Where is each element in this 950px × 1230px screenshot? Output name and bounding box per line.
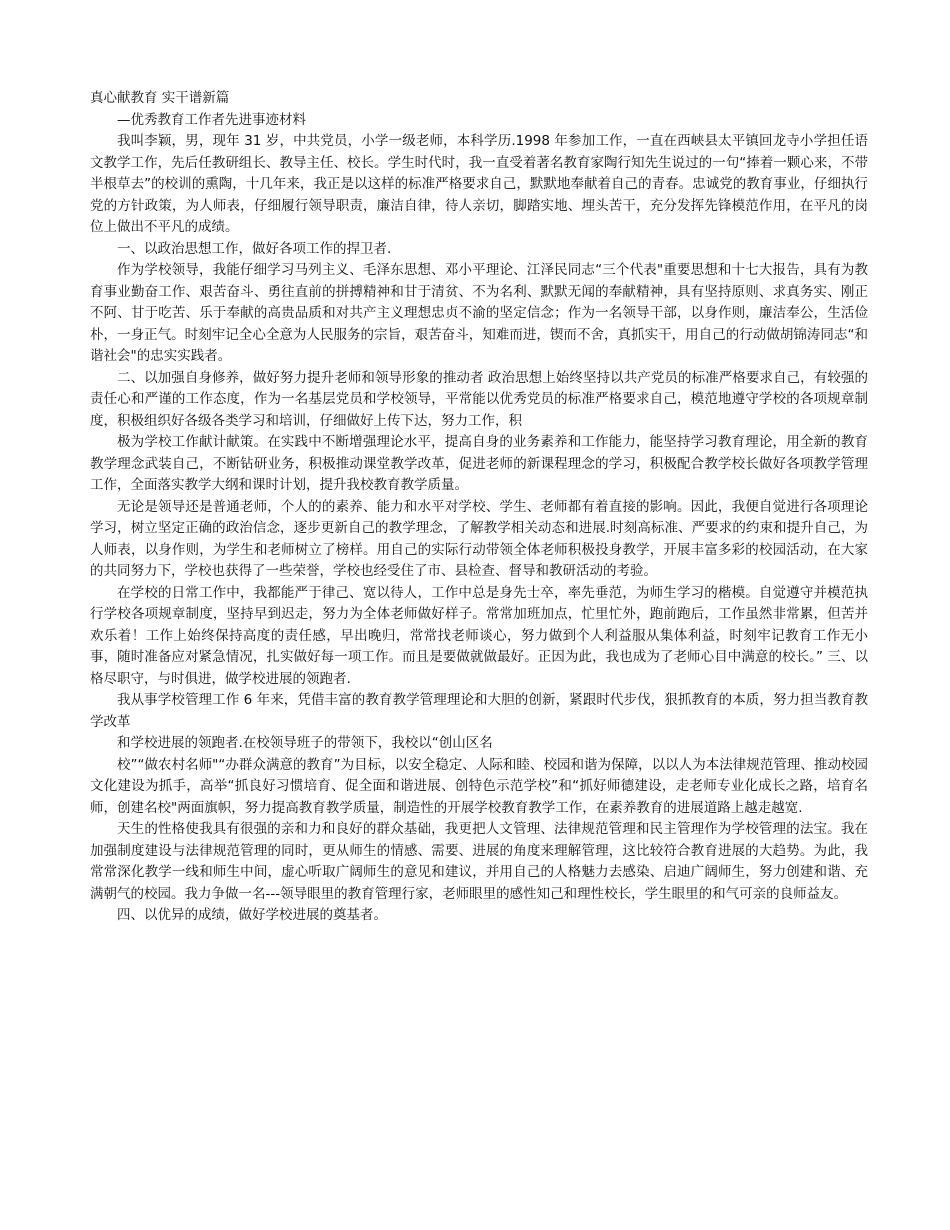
- paragraph-management-style: 天生的性格使我具有很强的亲和力和良好的群众基础，我更把人文管理、法律规范管理和民主管理作为学校管理的法宝。我在加强制度建设与法律规范管理的同时，更从师生的情感、需要、进展的角度来理解管理，这比较符合教育进展的大趋势。为此，我常常深化教学一线和师生中间，虚心听取广阔师生的意见和建议，并用自己的人格魅力去感染、启迪广阔师生，努力创建和谐、充满朝气的校园。我力争做一名---领导眼里的教育管理行家，老师眼里的感性知己和理性校长，学生眼里的和气可亲的良师益友。: [90, 821, 868, 902]
- document-title: 真心献教育 实干谱新篇: [90, 90, 230, 106]
- section-heading-2: 二、以加强自身修养，做好努力提升老师和领导形象的推动者 政治思想上始终坚持以共产党员的标准严格要求自己，有较强的责任心和严谨的工作态度，作为一名基层党员和学校领导，平常能以优秀党员的标准严格要求自己，模范地遵守学校的各项规章制度，积极组织好各级各类学习和培训，仔细做好上传下达，努力工作，积: [90, 369, 868, 429]
- paragraph-leadership-influence: 无论是领导还是普通老师，个人的的素养、能力和水平对学校、学生、老师都有着直接的影响。因此，我便自觉进行各项理论学习，树立坚定正确的政治信念，逐步更新自己的教学理念，了解教学相关动态和进展.时刻高标准、严要求的约束和提升自己，为人师表，以身作则，为学生和老师树立了榜样。用自己的实际行动带领全体老师积极投身教学，开展丰富多彩的校园活动，在大家的共同努力下，学校也获得了一些荣誉，学校也经受住了市、县检查、督导和教研活动的考验。: [90, 498, 868, 579]
- paragraph-self-improvement: 极为学校工作献计献策。在实践中不断增强理论水平，提高自身的业务素养和工作能力，能坚持学习教育理论，用全新的教育教学理念武装自己，不断钻研业务，积极推动课堂教学改革，促进老师的新课程理念的学习，积极配合教学校长做好各项教学管理工作，全面落实教学大纲和课时计划，提升我校教育教学质量。: [90, 434, 868, 493]
- paragraph-school-leader: 和学校进展的领跑者.在校领导班子的带领下，我校以“创山区名: [117, 735, 493, 751]
- paragraph-school-goals: 校”“做农村名师"“办群众满意的教育”为目标，以安全稳定、人际和睦、校园和谐为保障，以以人为本法律规范管理、推动校园文化建设为抓手，高举“抓良好习惯培育、促全面和谐进展、创特色示范学校”和“抓好师德建设，走老师专业化成长之路，培育名师，创建名校"两面旗帜，努力提高教育教学质量，制造性的开展学校教育教学工作，在素养教育的进展道路上越走越宽.: [90, 756, 868, 816]
- document-subtitle: —优秀教育工作者先进事迹材料: [117, 111, 306, 128]
- paragraph-management-years: 我从事学校管理工作 6 年来，凭借丰富的教育教学管理理论和大胆的创新，紧跟时代步伐，狠抓教育的本质，努力担当教育教学改革: [90, 692, 868, 730]
- section-heading-1: 一、以政治思想工作，做好各项工作的捍卫者.: [117, 240, 392, 257]
- paragraph-daily-work: 在学校的日常工作中，我都能严于律己、宽以待人，工作中总是身先士卒，率先垂范，为师生学习的楷模。自觉遵守并模范执行学校各项规章制度，坚持早到迟走，努力为全体老师做好样子。常常加班加点，忙里忙外，跑前跑后，工作虽然非常累，但苦并欢乐着！工作上始终保持高度的责任感，早出晚归，常常找老师谈心，努力做到个人利益服从集体利益，时刻牢记教育工作无小事，随时准备应对紧急情况，扎实做好每一项工作。而且是要做就做最好。正因为此，我也成为了老师心目中满意的校长。” 三、以格尽职守，与时俱进，做学校进展的领跑者.: [90, 584, 868, 687]
- paragraph-political-study: 作为学校领导，我能仔细学习马列主义、毛泽东思想、邓小平理论、江泽民同志“三个代表"重要思想和十七大报告，具有为教育事业勤奋工作、艰苦奋斗、勇往直前的拼搏精神和甘于清贫、不为名利、默默无闻的奉献精神，具有坚持原则、求真务实、刚正不阿、甘于吃苦、乐于奉献的高贵品质和对共产主义理想忠贞不渝的坚定信念；作为一名领导干部，以身作则，廉洁奉公，生活俭朴，一身正气。时刻牢记全心全意为人民服务的宗旨，艰苦奋斗，知难而进，锲而不舍，真抓实干，用自己的行动做胡锦涛同志“和谐社会"的忠实实践者。: [90, 262, 868, 364]
- paragraph-intro: 我叫李颖，男，现年 31 岁，中共党员，小学一级老师，本科学历.1998 年参加工作，一直在西峡县太平镇回龙寺小学担任语文教学工作，先后任教研组长、教导主任、校长。学生时代时，我一直受着著名教育家陶行知先生说过的一句“捧着一颗心来，不带半根草去”的校训的熏陶，十几年来，我正是以这样的标准严格要求自己，默默地奉献着自己的青春。忠诚党的教育事业，仔细执行党的方针政策，为人师表，仔细履行领导职责，廉洁自律，待人亲切，脚踏实地、埋头苦干，充分发挥先锋模范作用，在平凡的岗位上做出不平凡的成绩。: [90, 133, 868, 235]
- section-heading-4: 四、以优异的成绩，做好学校进展的奠基者。: [117, 907, 387, 923]
- document-page: [90, 88, 868, 927]
